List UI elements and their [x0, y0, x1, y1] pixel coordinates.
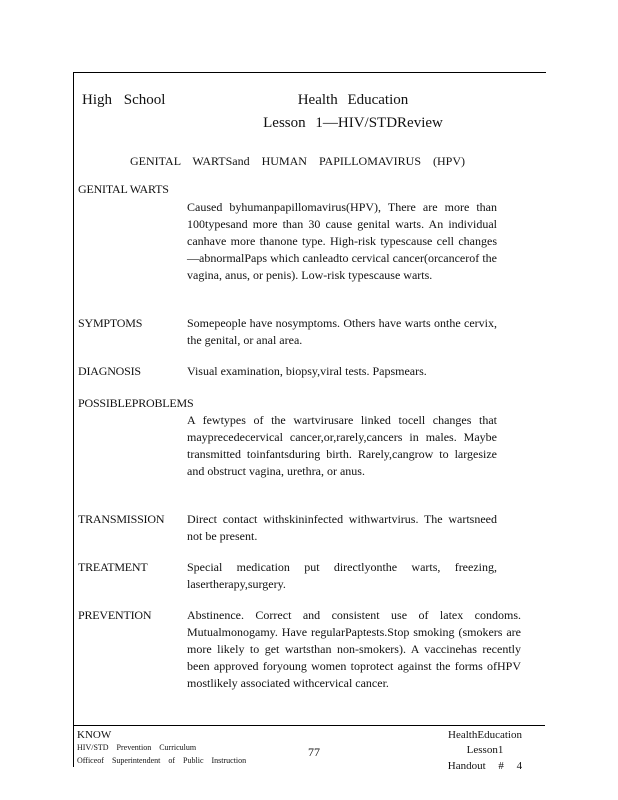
footer-page-number: 77 — [308, 745, 320, 759]
header-subtitle: Lesson 1—HIV/STDReview — [263, 115, 443, 131]
footer-handout: Handout # 4 — [447, 760, 523, 772]
header-school-level: High School — [82, 92, 166, 108]
footer-know: KNOW — [77, 729, 112, 741]
section-label-prevention: PREVENTION — [78, 608, 152, 622]
section-body-transmission: Direct contact withskininfected withwartvirus. The wartsneed not be present. — [187, 512, 497, 543]
footer-curriculum: HIV/STD Prevention Curriculum — [77, 743, 197, 752]
section-label-symptoms: SYMPTOMS — [78, 316, 143, 330]
section-body-treatment: Special medication put directlyonthe warts, freezing, lasertherapy,surgery. — [187, 560, 497, 591]
section-label-treatment: TREATMENT — [78, 560, 148, 574]
section-body-possible-problems: A fewtypes of the wartvirusare linked tocell changes that mayprecedecervical cancer,or,rarely,cancers in males. Maybe transmitted toinfantsduring birth. Rarely,cangrow to largesize and obstruct vagina, urethra, or anus. — [187, 413, 497, 478]
document-heading: GENITAL WARTSand HUMAN PAPILLOMAVIRUS (HPV) — [130, 154, 465, 168]
footer-health-education: HealthEducation — [448, 729, 522, 741]
section-label-diagnosis: DIAGNOSIS — [78, 364, 141, 378]
footer-office: Officeof Superintendent of Public Instruction — [77, 756, 247, 765]
section-body-genital-warts: Caused byhumanpapillomavirus(HPV), There are more than 100typesand more than 30 cause genital warts. An individual canhave more thanone type. High-risk typescause cell changes —abnormalPaps which canleadto cervical cancer(orcancerof the vagina, anus, or penis). Low-risk typescause warts. — [187, 200, 497, 282]
section-body-prevention: Abstinence. Correct and consistent use of latex condoms. Mutualmonogamy. Have regularPaptests.Stop smoking (smokers are more likely to get wartsthan non-smokers). A vaccinehas recently been approved foryoung women toprotect against the forms ofHPV mostlikely associated withcervical cancer. — [187, 608, 521, 690]
header-title: Health Education — [297, 92, 409, 108]
section-label-possible-problems: POSSIBLEPROBLEMS — [78, 396, 194, 410]
footer-lesson: Lesson1 — [466, 744, 504, 756]
section-body-symptoms: Somepeople have nosymptoms. Others have warts onthe cervix, the genital, or anal area. — [187, 316, 497, 347]
section-label-transmission: TRANSMISSION — [78, 512, 165, 526]
section-body-diagnosis: Visual examination, biopsy,viral tests. Papsmears. — [187, 364, 427, 378]
section-label-genital-warts: GENITAL WARTS — [78, 182, 169, 196]
footer-divider — [73, 725, 545, 726]
